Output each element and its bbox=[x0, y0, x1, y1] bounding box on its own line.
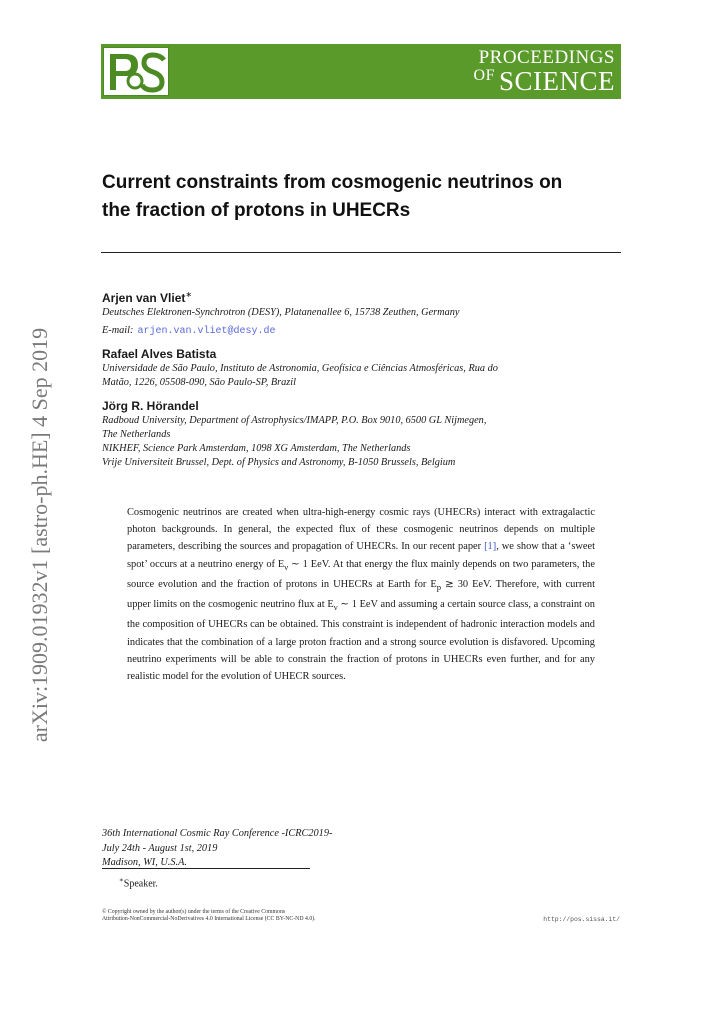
subscript: p bbox=[436, 581, 442, 592]
pos-wordmark bbox=[474, 48, 615, 95]
copyright-line: © Copyright owned by the author(s) under the terms of the Creative Commons bbox=[102, 909, 286, 915]
footnote-rule bbox=[102, 868, 310, 869]
abstract-text: ∼ 1 EeV. At that energy the flux mainly depends on two parameters, the source evolution and the fraction of protons in UHECRs at Earth for E bbox=[127, 558, 595, 590]
affiliation: Universidade de São Paulo, Instituto de Astronomia, Geofísica e Ciências Atmosféricas, Rua do bbox=[102, 363, 498, 374]
affiliation: Vrije Universiteit Brussel, Dept. of Physics and Astronomy, B-1050 Brussels, Belgium bbox=[102, 457, 456, 468]
subscript: ν bbox=[284, 561, 289, 572]
license-line: Attribution-NonCommercial-NoDerivatives 4.0 International License (CC BY-NC-ND 4.0). bbox=[102, 916, 316, 922]
pos-url-link[interactable]: http://pos.sissa.it/ bbox=[543, 916, 620, 923]
title-rule bbox=[101, 252, 621, 253]
abstract-text: , we show that a ‘sweet spot’ occurs at a neutrino energy of E bbox=[127, 541, 595, 570]
proceedings-text: PROCEEDINGS bbox=[478, 47, 615, 68]
affiliation: Radboud University, Department of Astrophysics/IMAPP, P.O. Box 9010, 6500 GL Nijmegen, bbox=[102, 415, 487, 426]
of-text: OF bbox=[473, 67, 495, 84]
citation-link[interactable]: [1] bbox=[484, 541, 497, 553]
author-block bbox=[102, 347, 622, 390]
abstract-text: ≳ 30 EeV. Therefore, with current upper limits on the cosmogenic neutrino flux at E bbox=[127, 578, 595, 611]
author-block bbox=[102, 287, 622, 338]
abstract-text: ∼ 1 EeV and assuming a certain source class, a constraint on the composition of UHECRs can be obtained. This constraint is independent of hadronic interaction models and indicates that the combination of a large proton fraction and a strong source evolution is disfavored. Upcoming neutrino experiments will be able to constrain the fraction of protons in UHECRs even further, and for any realistic model for the evolution of UHECR sources. bbox=[127, 599, 595, 683]
pos-logo bbox=[103, 47, 169, 96]
author-name: Jörg R. Hörandel bbox=[102, 399, 199, 413]
subscript: ν bbox=[333, 602, 338, 613]
conference-info bbox=[102, 827, 332, 871]
speaker-mark: ∗ bbox=[185, 290, 193, 299]
email-link[interactable]: arjen.van.vliet@desy.de bbox=[137, 326, 276, 337]
abstract bbox=[127, 504, 595, 685]
conference-dates: July 24th - August 1st, 2019 bbox=[102, 842, 218, 854]
title-line: the fraction of protons in UHECRs bbox=[102, 200, 411, 221]
author-list bbox=[102, 287, 622, 479]
author-name: Arjen van Vliet bbox=[102, 291, 186, 305]
footnote-text: Speaker. bbox=[123, 878, 158, 890]
title-line: Current constraints from cosmogenic neutrinos on bbox=[102, 172, 563, 193]
arxiv-stamp: arXiv:1909.01932v1 [astro-ph.HE] 4 Sep 2019 bbox=[27, 327, 52, 743]
author-block bbox=[102, 399, 622, 470]
footnote bbox=[119, 876, 158, 889]
affiliation: The Netherlands bbox=[102, 429, 171, 440]
affiliation: Deutsches Elektronen-Synchrotron (DESY), Platanenallee 6, 15738 Zeuthen, Germany bbox=[102, 307, 460, 318]
pos-header-banner bbox=[101, 44, 621, 99]
paper-title bbox=[102, 169, 622, 225]
footnote-mark: ∗ bbox=[119, 876, 124, 884]
conference-name: 36th International Cosmic Ray Conference -ICRC2019- bbox=[102, 828, 333, 839]
science-text: SCIENCE bbox=[498, 66, 615, 96]
email-label: E-mail: bbox=[102, 325, 134, 336]
author-name: Rafael Alves Batista bbox=[102, 347, 217, 361]
copyright-notice bbox=[102, 909, 316, 923]
abstract-text: Cosmogenic neutrinos are created when ultra-high-energy cosmic rays (UHECRs) interact with extragalactic photon backgrounds. In general, the expected flux of these cosmogenic neutrinos depends on multiple parameters, describing the sources and propagation of UHECRs. In our recent paper bbox=[127, 507, 595, 553]
affiliation: Matão, 1226, 05508-090, São Paulo-SP, Brazil bbox=[102, 377, 297, 388]
affiliation: NIKHEF, Science Park Amsterdam, 1098 XG Amsterdam, The Netherlands bbox=[102, 443, 411, 454]
conference-location: Madison, WI, U.S.A. bbox=[102, 857, 187, 868]
